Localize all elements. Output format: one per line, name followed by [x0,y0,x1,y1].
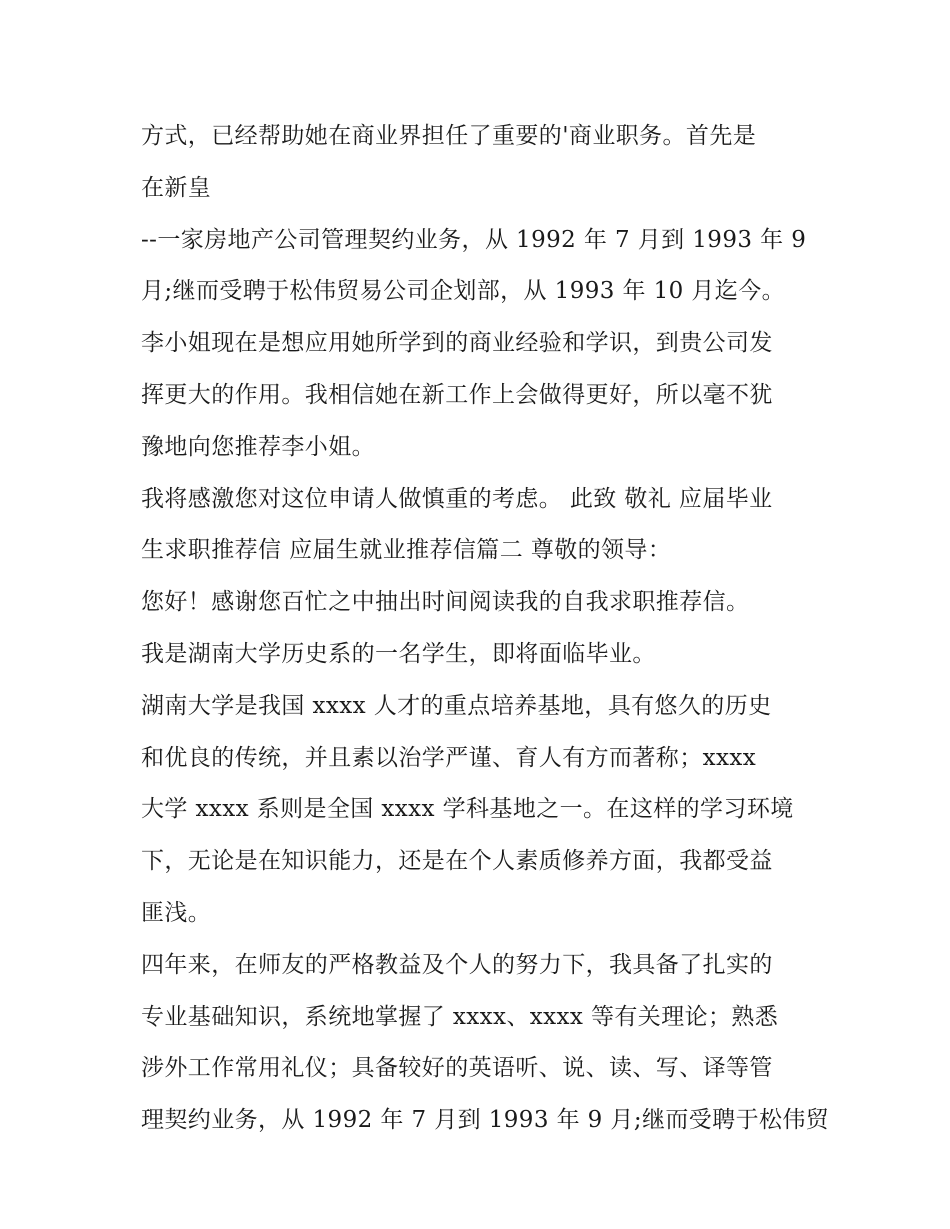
text-line: 下，无论是在知识能力，还是在个人素质修养方面，我都受益 [141,848,773,875]
text-line: 专业基础知识，系统地掌握了 xxxx、xxxx 等有关理论；熟悉 [141,1003,779,1030]
text-line: 在新皇 [141,174,212,201]
text-line: 月;继而受聘于松伟贸易公司企划部，从 1993 年 10 月迄今。 [141,278,785,305]
text-line: 涉外工作常用礼仪；具备较好的英语听、说、读、写、译等管 [141,1055,773,1082]
text-line: 生求职推荐信 应届生就业推荐信篇二 尊敬的领导： [141,537,672,564]
letter-body [141,111,830,1147]
text-line: 方式，已经帮助她在商业界担任了重要的'商业职务。首先是 [141,123,757,149]
text-line: 大学 xxxx 系则是全国 xxxx 学科基地之一。在这样的学习环境 [141,796,794,823]
text-line: 四年来，在师友的严格教益及个人的努力下，我具备了扎实的 [141,951,773,978]
text-line: 和优良的传统，并且素以治学严谨、育人有方而著称；xxxx [141,744,757,771]
text-line: --一家房地产公司管理契约业务，从 1992 年 7 月到 1993 年 9 [141,226,807,253]
text-line: 豫地向您推荐李小姐。 [141,433,375,460]
text-line: 匪浅。 [141,899,212,926]
text-line: 挥更大的作用。我相信她在新工作上会做得更好，所以毫不犹 [141,381,773,408]
text-line: 您好！感谢您百忙之中抽出时间阅读我的自我求职推荐信。 [141,589,750,616]
text-line: 理契约业务，从 1992 年 7 月到 1993 年 9 月;继而受聘于松伟贸 [141,1107,830,1134]
text-line: 湖南大学是我国 xxxx 人才的重点培养基地，具有悠久的历史 [141,692,772,719]
text-line: 我是湖南大学历史系的一名学生，即将面临毕业。 [141,640,656,667]
text-line: 我将感激您对这位申请人做慎重的考虑。 此致 敬礼 应届毕业 [141,485,773,512]
text-line: 李小姐现在是想应用她所学到的商业经验和学识，到贵公司发 [141,330,773,357]
